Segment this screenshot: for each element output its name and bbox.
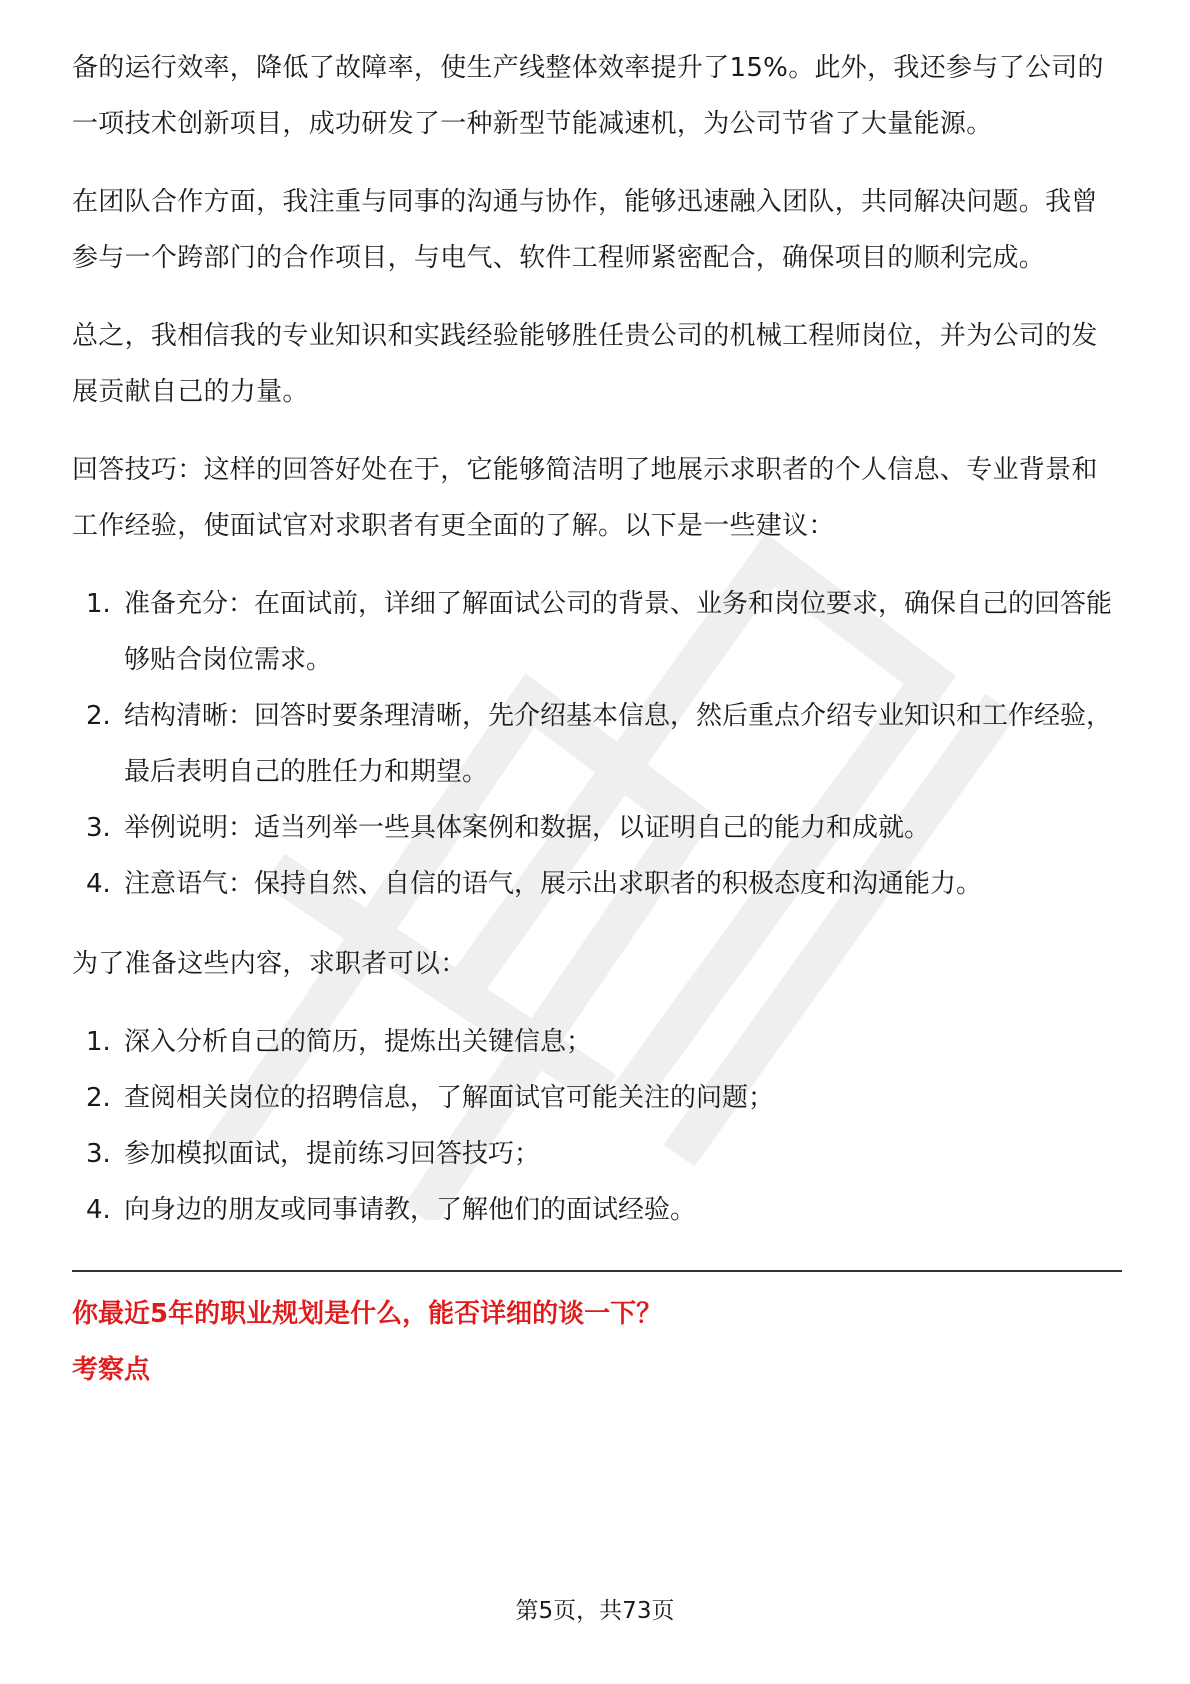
list-text: 举例说明：适当列举一些具体案例和数据，以证明自己的能力和成就。 [124, 813, 931, 843]
tips-list [72, 576, 1122, 912]
list-text: 查阅相关岗位的招聘信息，了解面试官可能关注的问题； [124, 1083, 775, 1113]
list-number: 3. [86, 813, 111, 843]
paragraph-teamwork: 在团队合作方面，我注重与同事的沟通与协作，能够迅速融入团队，共同解决问题。我曾参与一个跨部门的合作项目，与电气、软件工程师紧密配合，确保项目的顺利完成。 [72, 187, 1098, 273]
exam-point-heading: 考察点 [72, 1355, 151, 1385]
section-divider [72, 1270, 1122, 1272]
list-item [72, 576, 1122, 688]
list-number: 4. [86, 869, 111, 899]
document-body [72, 40, 1122, 1398]
list-text: 向身边的朋友或同事请教，了解他们的面试经验。 [124, 1195, 697, 1225]
list-item [72, 856, 1122, 912]
paragraph-conclusion: 总之，我相信我的专业知识和实践经验能够胜任贵公司的机械工程师岗位，并为公司的发展贡献自己的力量。 [72, 321, 1098, 407]
list-item [72, 1070, 1122, 1126]
list-text: 参加模拟面试，提前练习回答技巧； [124, 1139, 541, 1169]
list-number: 2. [86, 1083, 111, 1113]
list-number: 1. [86, 1027, 111, 1057]
list-text: 结构清晰：回答时要条理清晰，先介绍基本信息，然后重点介绍专业知识和工作经验，最后表明自己的胜任力和期望。 [124, 701, 1113, 787]
list-text: 深入分析自己的简历，提炼出关键信息； [124, 1027, 593, 1057]
list-item [72, 1126, 1122, 1182]
list-item [72, 800, 1122, 856]
list-number: 4. [86, 1195, 111, 1225]
prep-list [72, 1014, 1122, 1238]
paragraph-efficiency: 备的运行效率，降低了故障率，使生产线整体效率提升了15%。此外，我还参与了公司的一项技术创新项目，成功研发了一种新型节能减速机，为公司节省了大量能源。 [72, 53, 1104, 139]
list-number: 3. [86, 1139, 111, 1169]
list-item [72, 688, 1122, 800]
page-footer: 第5页，共73页 [515, 1598, 675, 1624]
list-text: 注意语气：保持自然、自信的语气，展示出求职者的积极态度和沟通能力。 [124, 869, 983, 899]
list-number: 1. [86, 589, 111, 619]
paragraph-prep-intro: 为了准备这些内容，求职者可以： [72, 949, 467, 979]
list-number: 2. [86, 701, 111, 731]
list-item [72, 1014, 1122, 1070]
question-heading: 你最近5年的职业规划是什么，能否详细的谈一下？ [72, 1299, 663, 1329]
paragraph-answer-tips: 回答技巧：这样的回答好处在于，它能够简洁明了地展示求职者的个人信息、专业背景和工作经验，使面试官对求职者有更全面的了解。以下是一些建议： [72, 455, 1098, 541]
list-text: 准备充分：在面试前，详细了解面试公司的背景、业务和岗位要求，确保自己的回答能够贴合岗位需求。 [124, 589, 1113, 675]
list-item [72, 1182, 1122, 1238]
